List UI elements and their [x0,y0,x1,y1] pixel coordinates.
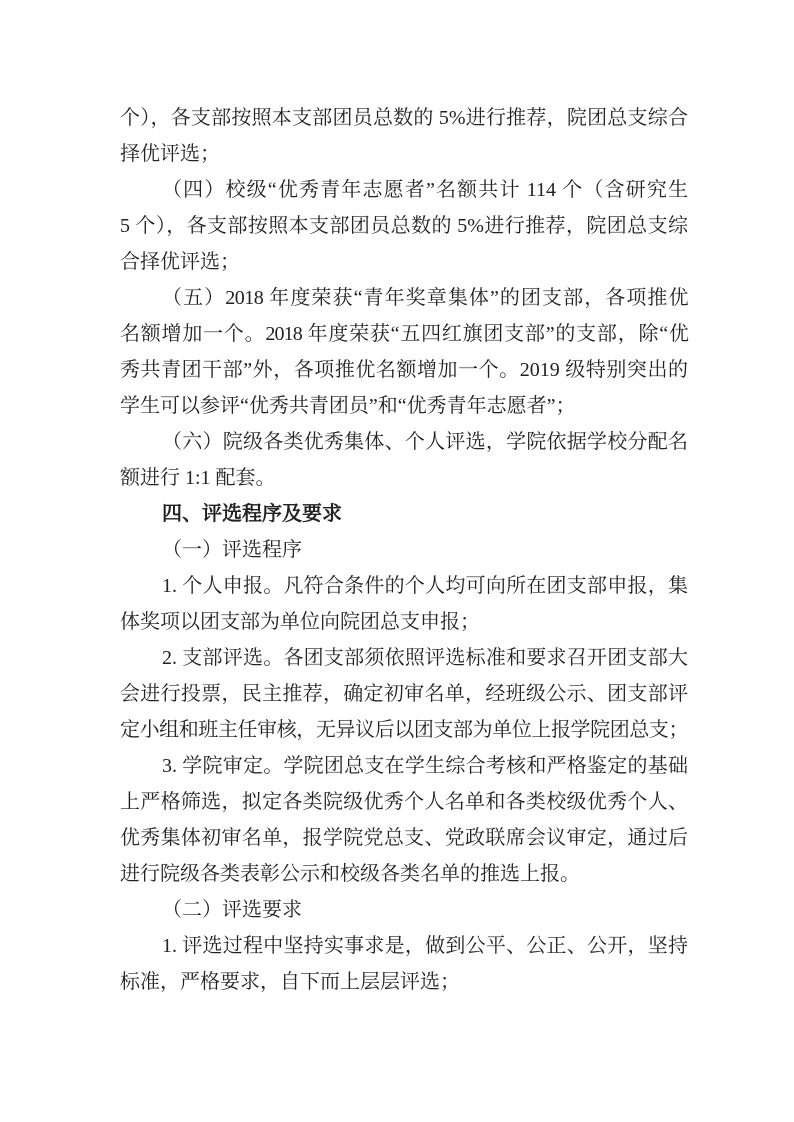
doc-line: 优秀集体初审名单，报学院党总支、党政联席会议审定，通过后 [120,827,688,849]
doc-line: 个），各支部按照本支部团员总数的 5%进行推荐，院团总支综合 [120,107,688,129]
doc-line: （六）院级各类优秀集体、个人评选，学院依据学校分配名 [162,431,688,453]
doc-line: （五）2018 年度荣获“青年奖章集体”的团支部，各项推优 [162,287,688,309]
doc-line: 额进行 1:1 配套。 [120,467,276,489]
doc-line: 会进行投票，民主推荐，确定初审名单，经班级公示、团支部评 [120,683,688,705]
doc-line: 标准，严格要求，自下而上层层评选； [120,971,460,993]
subsection-heading: （二）评选要求 [162,899,302,921]
doc-line: （四）校级“优秀青年志愿者”名额共计 114 个（含研究生 [162,179,688,201]
doc-line: 2. 支部评选。各团支部须依照评选标准和要求召开团支部大 [162,647,688,669]
doc-line: 择优评选； [120,143,220,165]
doc-line: 1. 个人申报。凡符合条件的个人均可向所在团支部申报，集 [162,575,688,597]
doc-line: 1. 评选过程中坚持实事求是，做到公平、公正、公开，坚持 [162,935,688,957]
doc-line: 3. 学院审定。学院团总支在学生综合考核和严格鉴定的基础 [162,755,688,777]
doc-line: 体奖项以团支部为单位向院团总支申报； [120,611,480,633]
doc-line: 学生可以参评“优秀共青团员”和“优秀青年志愿者”； [120,395,576,417]
doc-line: 进行院级各类表彰公示和校级各类名单的推选上报。 [120,863,580,885]
doc-line: 名额增加一个。2018 年度荣获“五四红旗团支部”的支部，除“优 [120,323,688,345]
section-heading: 四、评选程序及要求 [162,503,342,525]
document-text-block [120,100,688,1000]
doc-line: 5 个），各支部按照本支部团员总数的 5%进行推荐，院团总支综 [120,215,688,237]
doc-line: 上严格筛选，拟定各类院级优秀个人名单和各类校级优秀个人、 [120,791,688,813]
subsection-heading: （一）评选程序 [162,539,302,561]
doc-line: 合择优评选； [120,251,240,273]
doc-line: 定小组和班主任审核，无异议后以团支部为单位上报学院团总支； [120,719,688,741]
doc-line: 秀共青团干部”外，各项推优名额增加一个。2019 级特别突出的 [120,359,688,381]
